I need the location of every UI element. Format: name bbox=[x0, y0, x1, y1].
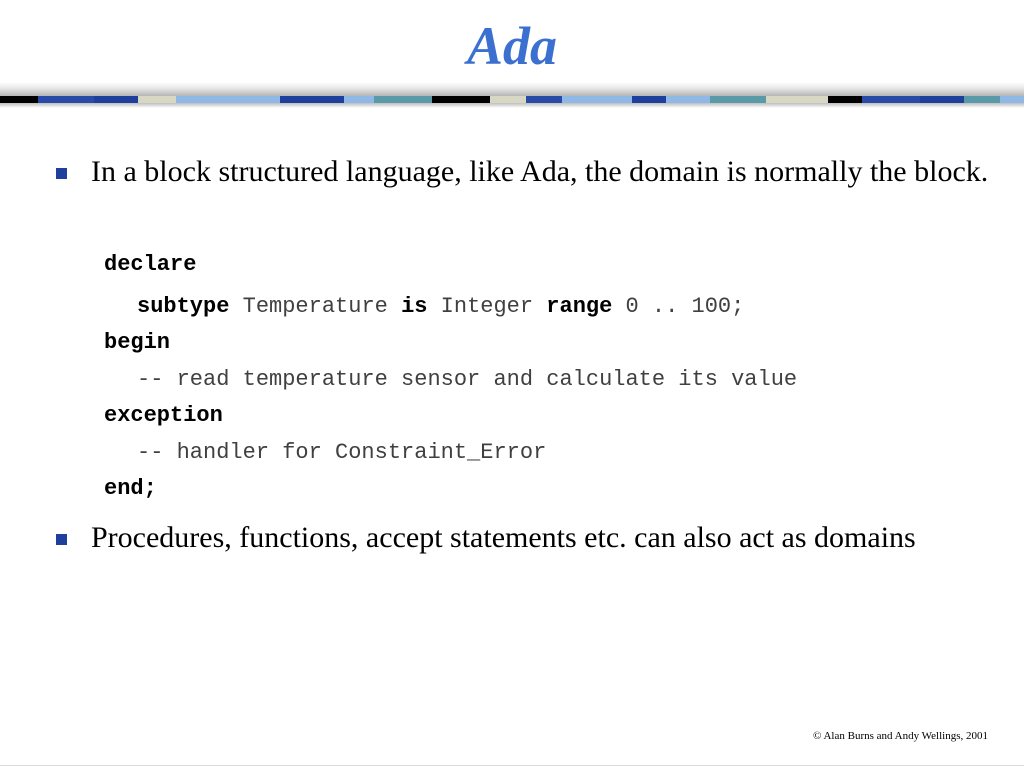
strip-segment bbox=[344, 96, 374, 103]
strip-segment bbox=[280, 96, 344, 103]
title-rule-lower-shadow bbox=[0, 103, 1024, 108]
code-line-exception bbox=[104, 404, 223, 428]
code-range-bounds: 0 .. 100; bbox=[612, 294, 745, 319]
strip-segment bbox=[920, 96, 964, 103]
strip-segment bbox=[562, 96, 632, 103]
strip-segment bbox=[490, 96, 526, 103]
strip-segment bbox=[94, 96, 138, 103]
code-keyword-exception: exception bbox=[104, 403, 223, 428]
square-bullet-icon bbox=[56, 168, 67, 179]
code-keyword-begin: begin bbox=[104, 330, 171, 355]
strip-segment bbox=[766, 96, 828, 103]
strip-segment bbox=[526, 96, 562, 103]
bullet-text-2: Procedures, functions, accept statements etc. can also act as domains bbox=[91, 521, 916, 554]
strip-segment bbox=[1000, 96, 1024, 103]
code-keyword-is: is bbox=[401, 294, 428, 319]
strip-segment bbox=[862, 96, 920, 103]
strip-segment bbox=[632, 96, 666, 103]
strip-segment bbox=[964, 96, 1000, 103]
decorative-color-strip bbox=[0, 96, 1024, 103]
strip-segment bbox=[666, 96, 710, 103]
code-comment-handler: -- handler for Constraint_Error bbox=[137, 440, 547, 465]
slide-title: Ada bbox=[466, 16, 558, 76]
code-keyword-declare: declare bbox=[104, 252, 197, 277]
strip-segment bbox=[710, 96, 766, 103]
strip-segment bbox=[176, 96, 280, 103]
code-type-integer: Integer bbox=[427, 294, 547, 319]
square-bullet-icon bbox=[56, 534, 67, 545]
code-identifier-temperature: Temperature bbox=[229, 294, 402, 319]
bullet-text-1: In a block structured language, like Ada, the domain is normally the block. bbox=[91, 155, 989, 188]
copyright-footer: © Alan Burns and Andy Wellings, 2001 bbox=[812, 730, 988, 742]
strip-segment bbox=[138, 96, 176, 103]
code-line-begin bbox=[104, 331, 170, 355]
code-keyword-end: end; bbox=[104, 476, 157, 501]
bottom-divider bbox=[0, 765, 1024, 766]
code-keyword-subtype: subtype bbox=[137, 294, 230, 319]
strip-segment bbox=[374, 96, 432, 103]
strip-segment bbox=[828, 96, 862, 103]
code-keyword-range: range bbox=[546, 294, 613, 319]
strip-segment bbox=[0, 96, 38, 103]
code-line-declare bbox=[104, 253, 196, 277]
code-line-subtype bbox=[137, 295, 744, 319]
strip-segment bbox=[432, 96, 490, 103]
code-line-end bbox=[104, 477, 157, 501]
strip-segment bbox=[38, 96, 94, 103]
code-comment-read-sensor: -- read temperature sensor and calculate its value bbox=[137, 367, 798, 392]
